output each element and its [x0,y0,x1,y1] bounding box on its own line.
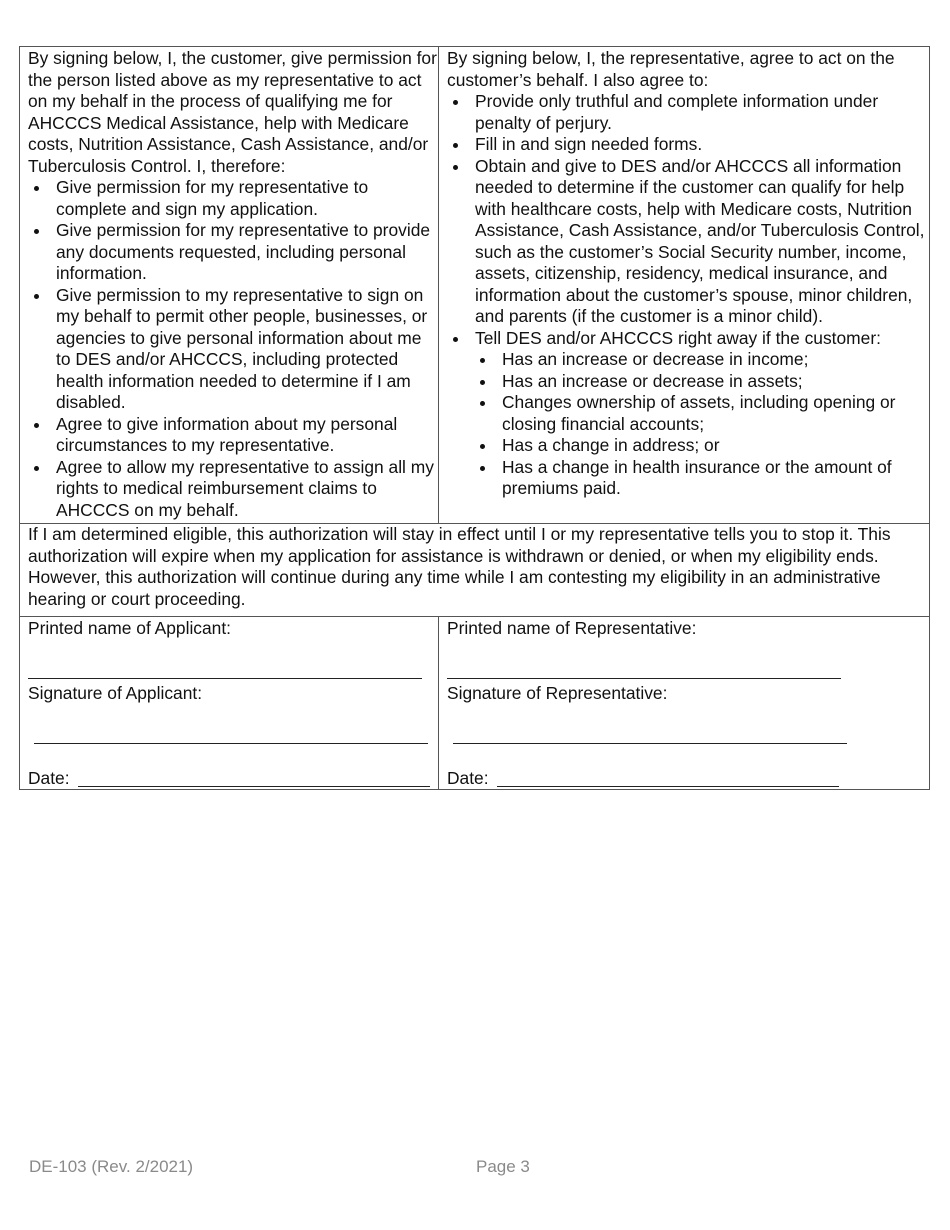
list-item: Fill in and sign needed forms. [447,134,929,156]
customer-intro: By signing below, I, the customer, give permission for the person listed above as my representative to act on my behalf in the process of qualifying me for AHCCCS Medical Assistance, help with Medicare costs, Nutrition Assistance, Cash Assistance, and/or Tuberculosis Control. I, therefore: [28,48,437,176]
list-item: Give permission for my representative to provide any documents requested, including personal information. [28,220,438,285]
applicant-date-label: Date: [28,768,70,788]
consent-form-table [19,46,930,790]
representative-signature-label: Signature of Representative: [447,683,668,703]
list-item: Obtain and give to DES and/or AHCCCS all information needed to determine if the customer can qualify for help with healthcare costs, help with Medicare costs, Nutrition Assistance, Cash Assistance, and/or Tuberculosis Control, such as the customer’s Social Security number, income, assets, citizenship, residency, medical insurance, and information about the customer’s spouse, minor children, and parents (if the customer is a minor child). [447,156,929,328]
list-item: Has an increase or decrease in assets; [474,371,929,393]
list-item: Agree to give information about my personal circumstances to my representative. [28,414,438,457]
reporting-changes-list [474,349,929,500]
applicant-name-field[interactable] [28,678,422,679]
applicant-name-label: Printed name of Applicant: [28,618,232,638]
representative-duties-list [447,91,929,349]
form-id: DE-103 (Rev. 2/2021) [29,1157,194,1176]
applicant-signature-field[interactable] [34,743,428,744]
applicant-signature-block [20,617,439,789]
list-item: Changes ownership of assets, including opening or closing financial accounts; [474,392,929,435]
agreement-row [20,47,929,523]
list-item: Give permission for my representative to complete and sign my application. [28,177,438,220]
page-number: Page 3 [476,1157,530,1176]
list-item: Has a change in health insurance or the amount of premiums paid. [474,457,929,500]
representative-name-label: Printed name of Representative: [447,618,697,638]
list-item: Has an increase or decrease in income; [474,349,929,371]
authorization-statement: If I am determined eligible, this authorization will stay in effect until I or my representative tells you to stop it. This authorization will expire when my application for assistance is withdrawn or denied, or when my eligibility ends. However, this authorization will continue during any time while I am contesting my eligibility in an administrative hearing or court proceeding. [20,523,929,616]
list-item: Has a change in address; or [474,435,929,457]
representative-signature-field[interactable] [453,743,847,744]
representative-signature-block [439,617,929,789]
list-item: Tell DES and/or AHCCCS right away if the customer: [447,328,929,350]
applicant-signature-label: Signature of Applicant: [28,683,203,703]
representative-intro: By signing below, I, the representative, agree to act on the customer’s behalf. I also agree to: [447,48,895,90]
list-item: Agree to allow my representative to assign all my rights to medical reimbursement claims to AHCCCS on my behalf. [28,457,438,522]
signature-row [20,616,929,789]
representative-date-label: Date: [447,768,489,788]
applicant-date-field[interactable] [78,786,430,787]
list-item: Give permission to my representative to sign on my behalf to permit other people, businesses, or agencies to give personal information about me to DES and/or AHCCCS, including protected health information needed to determine if I am disabled. [28,285,438,414]
customer-permissions-list [28,177,438,521]
representative-date-field[interactable] [497,786,839,787]
list-item: Provide only truthful and complete information under penalty of perjury. [447,91,929,134]
representative-name-field[interactable] [447,678,841,679]
representative-agreement [439,47,929,523]
customer-agreement [20,47,439,523]
